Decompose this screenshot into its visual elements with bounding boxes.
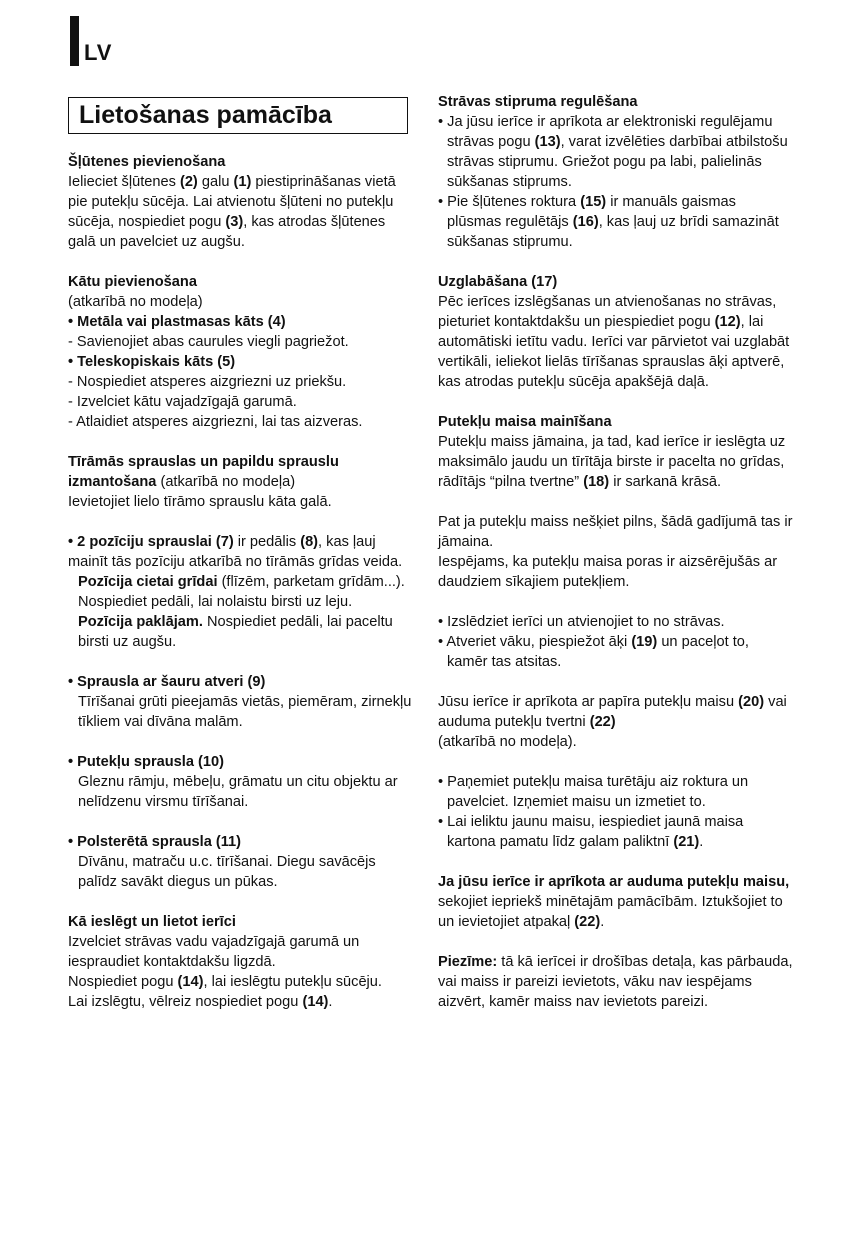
bag-change-heading: Putekļu maisa mainīšana xyxy=(438,414,612,430)
telescopic-handle-label: • Teleskopiskais kāts (5) xyxy=(68,354,236,370)
dust-nozzle xyxy=(68,752,413,812)
bag-replace-steps xyxy=(438,772,793,852)
power-heading: Strāvas stipruma regulēšana xyxy=(438,94,638,110)
upholstery-nozzle xyxy=(68,832,413,892)
switch-on-text-3: Lai izslēgtu, vēlreiz nospiediet pogu (14). xyxy=(68,994,333,1010)
crevice-label: • Sprausla ar šauru atveri (9) xyxy=(68,674,266,690)
telescopic-step-1: - Nospiediet atsperes aizgriezni uz priekšu. xyxy=(68,374,347,390)
power-bullet-1: • Ja jūsu ierīce ir aprīkota ar elektroniski regulējamu strāvas pogu (13), varat izvēlēties darbībai atbilstošu strāvas stiprumu. Griežot pogu pa labi, palielinās sūkšanas stiprums. xyxy=(438,114,788,190)
bag-steps xyxy=(438,612,793,672)
language-code: LV xyxy=(84,40,113,65)
hose-text: Ielieciet šļūtenes (2) galu (1) piestiprināšanas vietā pie putekļu sūcēja. Lai atvienotu šļūteni no putekļu sūcēja, nospiediet pogu (3), kas atrodas šļūtenes galā un pavelciet uz augšu. xyxy=(68,174,396,250)
note-section xyxy=(438,952,793,1012)
bag-para-2: Pat ja putekļu maiss nešķiet pilns, šādā gadījumā tas ir jāmaina. xyxy=(438,514,793,550)
left-column xyxy=(68,152,413,1032)
switch-on-heading: Kā ieslēgt un lietot ierīci xyxy=(68,914,236,930)
two-position-nozzle xyxy=(68,532,413,652)
bag-change-section xyxy=(438,412,793,492)
metal-handle-label: • Metāla vai plastmasas kāts (4) xyxy=(68,314,286,330)
bag-para-4-note: (atkarībā no modeļa). xyxy=(438,734,577,750)
fabric-bag-text: Ja jūsu ierīce ir aprīkota ar auduma putekļu maisu, sekojiet iepriekš minētajām pamācībām. Iztukšojiet to un ievietojiet atpakaļ (22). xyxy=(438,874,790,930)
hose-section xyxy=(68,152,413,252)
handle-section xyxy=(68,272,413,432)
upholstery-text: Dīvānu, matraču u.c. tīrīšanai. Diegu savācējs palīdz savākt diegus un pūkas. xyxy=(78,854,376,890)
bag-bullet-2: • Atveriet vāku, piespiežot āķi (19) un paceļot to, kamēr tas atsitas. xyxy=(438,634,749,670)
storage-heading: Uzglabāšana (17) xyxy=(438,274,558,290)
dust-text: Gleznu rāmju, mēbeļu, grāmatu un citu objektu ar nelīdzenu virsmu tīrīšanai. xyxy=(78,774,398,810)
bag-para-4: Jūsu ierīce ir aprīkota ar papīra putekļu maisu (20) vai auduma putekļu tvertni (22) xyxy=(438,694,787,730)
bag-para-3: Iespējams, ka putekļu maisa poras ir aizsērējušās ar daudziem sīkajiem putekļiem. xyxy=(438,554,778,590)
metal-handle-step: - Savienojiet abas caurules viegli pagriežot. xyxy=(68,334,349,350)
crevice-text: Tīrīšanai grūti pieejamās vietās, piemēram, zirnekļu tīkliem vai dīvāna malām. xyxy=(78,694,412,730)
telescopic-step-3: - Atlaidiet atsperes aizgriezni, lai tas aizveras. xyxy=(68,414,363,430)
nozzles-section xyxy=(68,452,413,512)
upholstery-label: • Polsterētā sprausla (11) xyxy=(68,834,242,850)
bag-bullet-4: • Lai ieliktu jaunu maisu, iespiediet jaunā maisa kartona pamatu līdz galam paliktnī (21). xyxy=(438,814,744,850)
storage-text: Pēc ierīces izslēgšanas un atvienošanas no strāvas, pieturiet kontaktdakšu un piespiediet pogu (12), lai automātiski ietītu vadu. Ierīci var pārvietot vai uzglabāt vertikāli, ieliekot lielās tīrīšanas sprauslas āķi aptverē, kas atrodas putekļu sūcēja apakšējā daļā. xyxy=(438,294,790,390)
storage-section xyxy=(438,272,793,392)
bag-change-text: Putekļu maiss jāmaina, ja tad, kad ierīce ir ieslēgta uz maksimālo jaudu un tīrītāja birste ir pacelta no grīdas, rādītājs “pilna tvertne” (18) ir sarkanā krāsā. xyxy=(438,434,786,490)
carpet-position: Pozīcija paklājam. Nospiediet pedāli, lai paceltu birsti uz augšu. xyxy=(78,614,393,650)
nozzles-text: Ievietojiet lielo tīrāmo sprauslu kāta galā. xyxy=(68,494,332,510)
telescopic-step-2: - Izvelciet kātu vajadzīgajā garumā. xyxy=(68,394,297,410)
page-title: Lietošanas pamācība xyxy=(79,101,332,129)
bag-bullet-1: • Izslēdziet ierīci un atvienojiet to no strāvas. xyxy=(438,614,725,630)
power-bullet-2: • Pie šļūtenes roktura (15) ir manuāls gaismas plūsmas regulētājs (16), kas ļauj uz brīdi samazināt sūkšanas stiprumu. xyxy=(438,194,779,250)
bag-bullet-3: • Paņemiet putekļu maisa turētāju aiz roktura un pavelciet. Izņemiet maisu un izmetiet to. xyxy=(438,774,749,810)
crevice-nozzle xyxy=(68,672,413,732)
switch-on-text-1: Izvelciet strāvas vadu vajadzīgajā garumā un iespraudiet kontaktdakšu ligzdā. xyxy=(68,934,360,970)
handle-heading: Kātu pievienošana xyxy=(68,274,197,290)
fabric-bag-note xyxy=(438,872,793,932)
switch-on-section xyxy=(68,912,413,1012)
dust-label: • Putekļu sprausla (10) xyxy=(68,754,224,770)
nozzles-heading: Tīrāmās sprauslas un papildu sprauslu izmantošana (atkarībā no modeļa) xyxy=(68,454,339,490)
bag-type-note xyxy=(438,692,793,752)
right-column xyxy=(438,92,793,1032)
page-title-box xyxy=(68,97,408,134)
switch-on-text-2: Nospiediet pogu (14), lai ieslēgtu putekļu sūcēju. xyxy=(68,974,382,990)
two-position-text: • 2 pozīciju sprauslai (7) ir pedālis (8), kas ļauj mainīt tās pozīciju atkarībā no tīrāmās grīdas veida. xyxy=(68,534,403,570)
power-section xyxy=(438,92,793,252)
handle-note: (atkarībā no modeļa) xyxy=(68,294,203,310)
bag-not-full-note xyxy=(438,512,793,592)
note-text: Piezīme: tā kā ierīcei ir drošības detaļa, kas pārbauda, vai maiss ir pareizi ievietots, vāku nav iespējams aizvērt, kamēr maiss nav ievietots pareizi. xyxy=(438,954,793,1010)
hard-floor-position: Pozīcija cietai grīdai (flīzēm, parketam grīdām...). Nospiediet pedāli, lai nolaistu birsti uz leju. xyxy=(78,574,405,610)
language-bar xyxy=(70,16,79,66)
hose-heading: Šļūtenes pievienošana xyxy=(68,154,226,170)
